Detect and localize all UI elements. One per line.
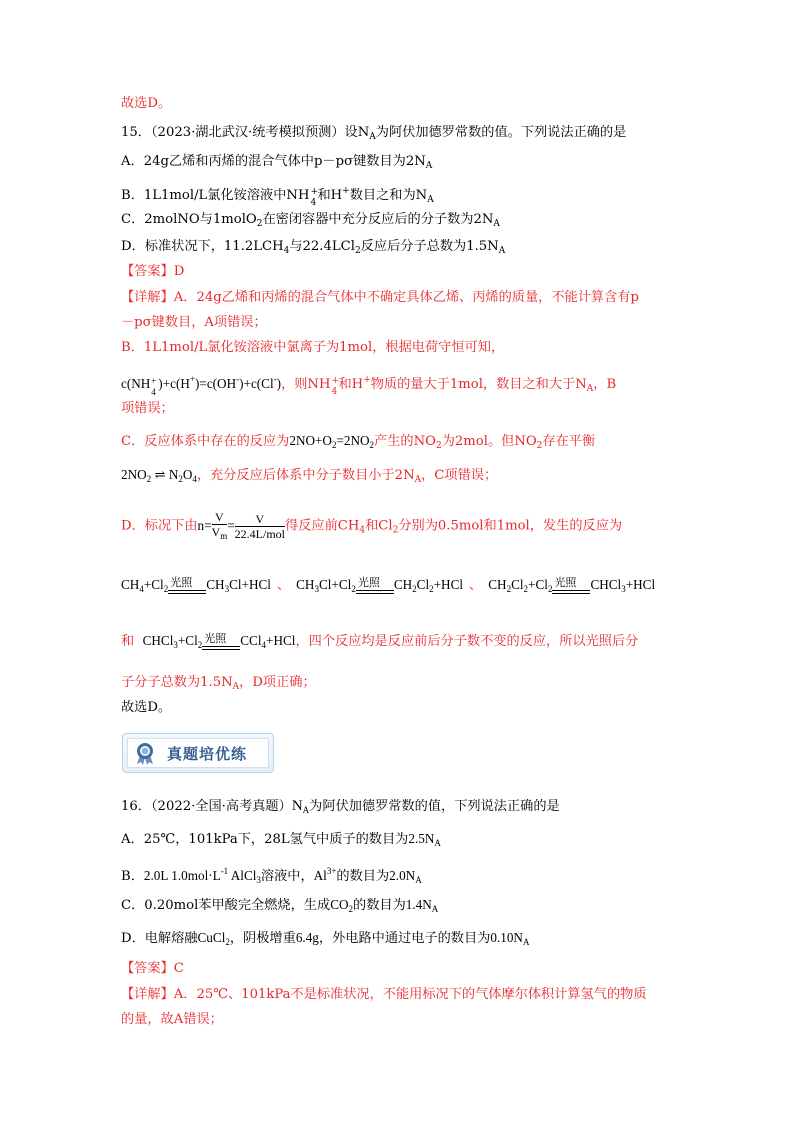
q16-option-c: C．0.20mol苯甲酸完全燃烧，生成$CO_2$的数目为$1.4N_A$ xyxy=(121,897,439,914)
q15-explain-line-2: －pσ键数目，A项错误； xyxy=(121,315,267,330)
q15-option-b: B．1L1mol/L氯化铵溶液中NH + 4 和H+数目之和为$N_A$ xyxy=(121,186,434,208)
q15-explain-line-3: B．1L1mol/L氯化铵溶液中氯离子为1mol，根据电荷守恒可知， xyxy=(121,340,505,355)
q15-explain-line-7: $2NO_2$ ⇌ $N_2O_4$，充分反应后体系中分子数目小于$2N_A$，C项错误； xyxy=(121,467,498,485)
q15-explain-line-6: C．反应体系中存在的反应为$2NO+O_2=2NO_2$产生的$NO_2$为2mol。但$NO_2$存在平衡 xyxy=(121,433,596,451)
q16-option-b: B．2.0L $1.0mol\cdot L^{-1}$ AlCl$_3$溶液中，$Al^{3+}$的数目为$2.0N_A$ xyxy=(121,866,422,885)
charge-balance-equation: c(NH + 4 )+c(H+)=c(OH-)+c(Cl-) xyxy=(121,374,282,397)
q15-stem: 15．（2023·湖北武汉·统考模拟预测）设$N_A$为阿伏加德罗常数的值。下列说法正确的是 xyxy=(121,125,627,142)
molar-volume-formula: n= $\frac{V}{V_m}$ = $\frac{V}{\text{22.4L/mol}}$ xyxy=(197,510,286,541)
q15-conclusion: 故选D。 xyxy=(121,700,172,715)
q15-explain-line-11: 子分子总数为$1.5N_A$，D项正确； xyxy=(121,675,316,692)
q15-option-a: A．24g乙烯和丙烯的混合气体中p－pσ键数目为$2N_A$ xyxy=(121,154,433,171)
equilibrium-equation: $2NO_2$ ⇌ $N_2O_4$ xyxy=(121,467,197,484)
q16-explain-line-1: 【详解】A．25℃、101kPa不是标准状况，不能用标况下的气体摩尔体积计算氢气的物质 xyxy=(121,987,647,1002)
banner-label: 真题培优练 xyxy=(167,745,248,763)
conclusion-prev: 故选D。 xyxy=(121,96,172,111)
q16-option-d: D．电解熔融CuCl$_2$，阴极增重6.4g，外电路中通过电子的数目为$0.10N_A$ xyxy=(121,930,530,947)
q16-explain-line-2: 的量，故A错误； xyxy=(121,1012,223,1027)
reaction-1: $CH_4+Cl_2$ 光照 $CH_3Cl+HCl$ xyxy=(121,577,271,594)
reaction-2: $CH_3Cl+Cl_2$ 光照 $CH_2Cl_2+HCl$ xyxy=(296,577,464,594)
q16-answer: 【答案】C xyxy=(121,961,184,976)
section-banner xyxy=(122,733,274,773)
q16-stem: 16．（2022·全国·高考真题）$N_A$为阿伏加德罗常数的值，下列说法正确的是 xyxy=(121,798,560,815)
q15-option-d: D．标准状况下，$11.2LCH_4$与22.4LCl$_2$反应后分子总数为$1.5N_A$ xyxy=(121,239,506,256)
reaction-4: $CHCl_3+Cl_2$ 光照 CCl$_4$+HCl xyxy=(142,633,296,650)
q15-reactions-row-1: $CH_4+Cl_2$ 光照 $CH_3Cl+HCl$ 、 $CH_3Cl+Cl_2$ 光照 $CH_2Cl_2+HCl$ 、 $CH_2Cl_2+Cl_2$ 光照 CHCl$_3$+HCl xyxy=(121,577,656,594)
q15-explain-line-5: 项错误； xyxy=(121,401,174,416)
q15-option-c: C．2molNO与1molO$_2$在密闭容器中充分反应后的分子数为$2N_A$ xyxy=(121,212,500,229)
q16-option-a: A．25℃，101kPa下，28L氢气中质子的数目为$2.5N_A$ xyxy=(121,831,441,848)
ribbon-badge-icon xyxy=(133,741,157,765)
q15-answer: 【答案】D xyxy=(121,264,185,279)
q15-explain-line-8: D．标况下由n= $\frac{V}{V_m}$ = $\frac{V}{\text{22.4L/mol}}$ 得反应前$CH_4$和$Cl_2$分别为0.5mol和1mol，发生的反应为 xyxy=(121,510,623,541)
q15-explain-line-1: 【详解】A．24g乙烯和丙烯的混合气体中不确定具体乙烯、丙烯的质量，不能计算含有p xyxy=(121,290,639,305)
no-o2-equation: $2NO+O_2=2NO_2$ xyxy=(289,433,375,450)
reaction-3: $CH_2Cl_2+Cl_2$ 光照 CHCl$_3$+HCl xyxy=(488,577,656,594)
q15-reactions-row-2: 和 $CHCl_3+Cl_2$ 光照 CCl$_4$+HCl，四个反应均是反应前后分子数不变的反应，所以光照后分 xyxy=(121,633,639,650)
q15-explain-line-4: c(NH + 4 )+c(H+)=c(OH-)+c(Cl-)，则NH + 4 和H+物质的量大于1mol，数目之和大于$N_A$，B xyxy=(121,374,617,397)
